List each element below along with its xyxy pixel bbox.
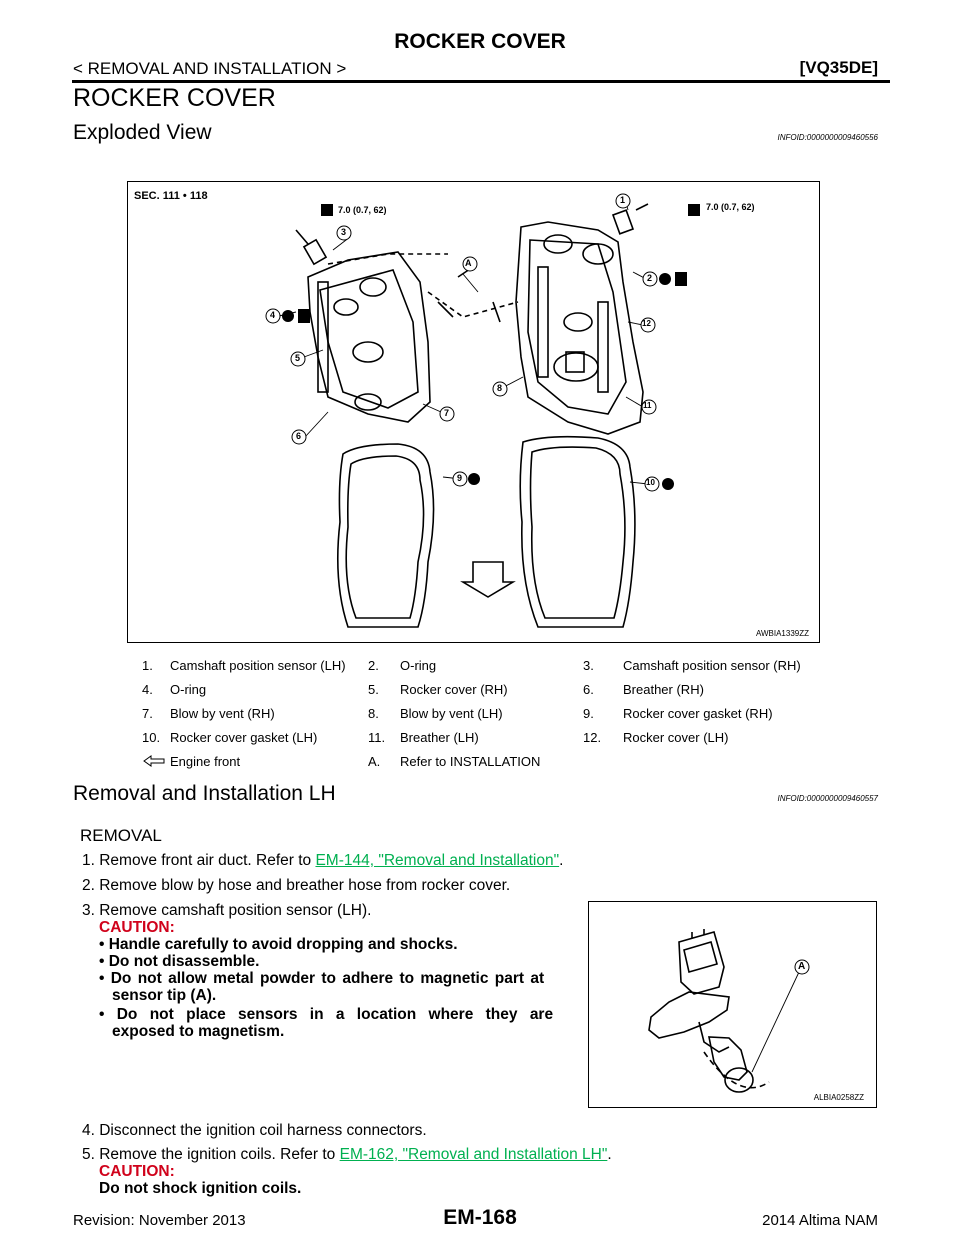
page-title: ROCKER COVER bbox=[73, 84, 276, 112]
callout-11: 11 bbox=[643, 401, 652, 410]
caution-item: sensor tip (A). bbox=[112, 987, 217, 1004]
legend-text: Rocker cover (LH) bbox=[623, 730, 729, 745]
caution-item: exposed to magnetism. bbox=[112, 1023, 285, 1040]
em-144-link[interactable]: EM-144, "Removal and Installation" bbox=[315, 852, 560, 869]
caution2-text: Do not shock ignition coils. bbox=[99, 1180, 302, 1197]
legend-num: 8. bbox=[368, 706, 379, 721]
legend-text: Camshaft position sensor (LH) bbox=[170, 658, 346, 673]
legend-text: Rocker cover (RH) bbox=[400, 682, 508, 697]
engine-front-arrow-icon bbox=[142, 754, 166, 768]
legend-num: 1. bbox=[142, 658, 153, 673]
footer-revision: Revision: November 2013 bbox=[73, 1212, 246, 1229]
callout-7: 7 bbox=[444, 408, 450, 418]
legend-text: O-ring bbox=[170, 682, 207, 697]
legend-num: 9. bbox=[583, 706, 594, 721]
legend-num: 4. bbox=[142, 682, 153, 697]
step-2: 2. Remove blow by hose and breather hose from rocker cover. bbox=[82, 877, 511, 894]
legend-num: 10. bbox=[142, 730, 161, 745]
legend-num: 11. bbox=[368, 730, 386, 745]
caution-item: • Do not place sensors in a location where they are bbox=[99, 1006, 554, 1023]
header-rule bbox=[72, 80, 890, 83]
callout-8: 8 bbox=[497, 383, 503, 393]
caution-item: • Do not allow metal powder to adhere to magnetic part at bbox=[99, 970, 545, 987]
callout-4: 4 bbox=[270, 310, 276, 320]
step-1-text: 1. Remove front air duct. Refer to bbox=[82, 852, 316, 869]
step-1-end: . bbox=[559, 852, 564, 869]
torque-right: 7.0 (0.7, 62) bbox=[706, 202, 755, 212]
torque-left: 7.0 (0.7, 62) bbox=[338, 205, 387, 215]
exploded-view-heading: Exploded View bbox=[73, 121, 212, 144]
callout-12: 12 bbox=[642, 319, 651, 328]
caution-item: • Handle carefully to avoid dropping and shocks. bbox=[99, 936, 458, 953]
legend-text: Blow by vent (LH) bbox=[400, 706, 503, 721]
step-5-text: 5. Remove the ignition coils. Refer to bbox=[82, 1146, 340, 1163]
legend-num: A. bbox=[368, 754, 381, 769]
step-3: 3. Remove camshaft position sensor (LH). bbox=[82, 902, 372, 919]
exploded-figure-code: AWBIA1339ZZ bbox=[755, 629, 809, 638]
sensor-figure-code: ALBIA0258ZZ bbox=[813, 1093, 864, 1102]
callout-3: 3 bbox=[341, 227, 347, 237]
step-5-end: . bbox=[607, 1146, 612, 1163]
step-4: 4. Disconnect the ignition coil harness connectors. bbox=[82, 1122, 427, 1139]
legend-text: Breather (RH) bbox=[623, 682, 704, 697]
legend-num: 5. bbox=[368, 682, 379, 697]
legend-text: O-ring bbox=[400, 658, 437, 673]
header-title: ROCKER COVER bbox=[394, 30, 566, 53]
sensor-callout-a: A bbox=[798, 961, 806, 972]
callout-10: 10 bbox=[646, 478, 655, 487]
caution2-label: CAUTION: bbox=[99, 1163, 175, 1180]
legend-text: Breather (LH) bbox=[400, 730, 479, 745]
header-section: < REMOVAL AND INSTALLATION > bbox=[73, 59, 347, 78]
exploded-figure bbox=[127, 181, 820, 643]
caution-item: • Do not disassemble. bbox=[99, 953, 260, 970]
legend-num: 3. bbox=[583, 658, 594, 673]
removal-heading: Removal and Installation LH bbox=[73, 782, 336, 805]
legend-num: 6. bbox=[583, 682, 594, 697]
footer-page-number: EM-168 bbox=[443, 1206, 517, 1229]
removal-infoid: INFOID:0000000009460557 bbox=[777, 794, 878, 803]
callout-5: 5 bbox=[295, 353, 301, 363]
legend-text: Rocker cover gasket (LH) bbox=[170, 730, 318, 745]
legend-text: Rocker cover gasket (RH) bbox=[623, 706, 773, 721]
step-5 bbox=[82, 1146, 612, 1164]
step-1 bbox=[82, 852, 563, 870]
legend-num: 12. bbox=[583, 730, 602, 745]
caution-label: CAUTION: bbox=[99, 919, 175, 936]
header-engine: [VQ35DE] bbox=[799, 58, 878, 77]
legend-table bbox=[127, 658, 827, 768]
legend-num: 7. bbox=[142, 706, 153, 721]
legend-text: Camshaft position sensor (RH) bbox=[623, 658, 801, 673]
figure-sec-label: SEC. 111 • 118 bbox=[134, 190, 208, 202]
legend-text: Refer to INSTALLATION bbox=[400, 754, 541, 769]
footer-model: 2014 Altima NAM bbox=[762, 1212, 878, 1229]
removal-subheading: REMOVAL bbox=[80, 826, 162, 845]
legend-text: Engine front bbox=[170, 754, 241, 769]
legend-num: 2. bbox=[368, 658, 379, 673]
callout-2: 2 bbox=[647, 273, 653, 283]
callout-6: 6 bbox=[296, 431, 302, 441]
em-162-link[interactable]: EM-162, "Removal and Installation LH" bbox=[339, 1146, 608, 1163]
legend-text: Blow by vent (RH) bbox=[170, 706, 275, 721]
sensor-figure bbox=[588, 901, 877, 1108]
callout-1: 1 bbox=[620, 195, 626, 205]
callout-a: A bbox=[465, 258, 472, 268]
exploded-infoid: INFOID:0000000009460556 bbox=[777, 133, 878, 142]
callout-9: 9 bbox=[457, 473, 463, 483]
